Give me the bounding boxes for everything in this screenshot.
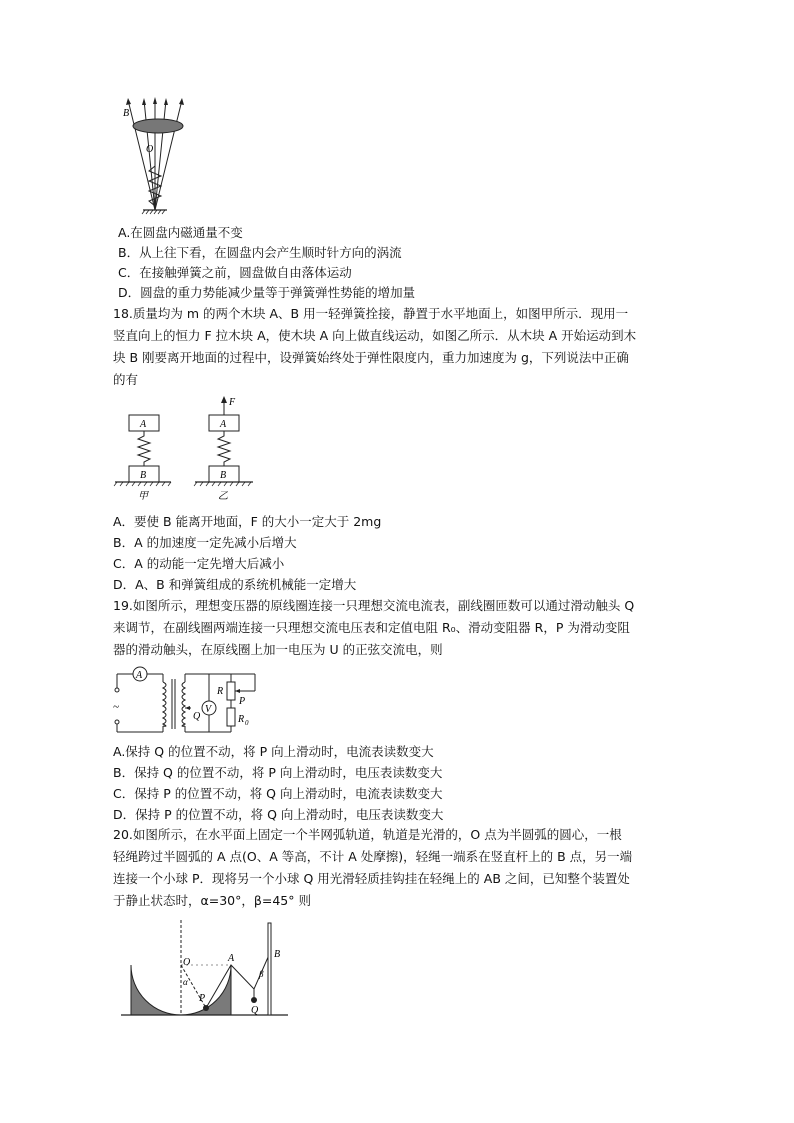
svg-text:B: B <box>274 949 281 960</box>
q20-stem-1: 20.如图所示，在水平面上固定一个半网弧轨道，轨道是光滑的，O 点为半圆弧的圆心，一根 <box>113 827 622 842</box>
resistor-r0 <box>227 708 235 726</box>
q18-stem-3: 块 B 刚要离开地面的过程中，设弹簧始终处于弹性限度内，重力加速度为 g，下列说法中正确 <box>113 350 629 365</box>
svg-text:Q: Q <box>251 1005 259 1016</box>
svg-text:A: A <box>140 419 147 430</box>
q18-option-a: A．要使 B 能离开地面，F 的大小一定大于 2mg <box>113 514 382 529</box>
svg-text:A: A <box>228 953 235 964</box>
svg-text:A: A <box>220 419 227 430</box>
q19-stem-2: 来调节，在副线圈两端连接一只理想交流电压表和定值电阻 R₀、滑动变阻器 R，P 为滑动变阻 <box>113 620 630 635</box>
q18-stem-4: 的有 <box>113 372 139 387</box>
q20-stem-4: 于静止状态时，α=30°，β=45° 则 <box>113 893 311 908</box>
svg-text:P: P <box>239 696 246 707</box>
q17-option-c: C．在接触弹簧之前，圆盘做自由落体运动 <box>118 265 352 280</box>
q18-figure <box>113 395 273 503</box>
q18-option-d: D．A、B 和弹簧组成的系统机械能一定增大 <box>113 577 357 592</box>
svg-text:P: P <box>199 993 206 1004</box>
q19-stem-3: 器的滑动触头，在原线圈上加一电压为 U 的正弦交流电，则 <box>113 642 443 657</box>
q19-stem-1: 19.如图所示，理想变压器的原线圈连接一只理想交流电流表，副线圈匝数可以通过滑动触头 Q <box>113 598 635 613</box>
svg-text:Q: Q <box>193 711 201 722</box>
label-jia: 甲 <box>138 491 148 502</box>
q18-option-c: C．A 的动能一定先增大后减小 <box>113 556 285 571</box>
svg-text:β: β <box>259 969 264 979</box>
label-b: B <box>123 108 130 119</box>
q20-figure <box>113 915 288 1025</box>
svg-text:R: R <box>217 686 224 697</box>
q19-option-a: A.保持 Q 的位置不动，将 P 向上滑动时，电流表读数变大 <box>113 744 434 759</box>
ball-p <box>203 1005 209 1011</box>
q19-option-b: B．保持 Q 的位置不动，将 P 向上滑动时，电压表读数变大 <box>113 765 443 780</box>
svg-text:B: B <box>220 470 227 481</box>
disc <box>133 119 183 133</box>
q17-option-d: D．圆盘的重力势能减少量等于弹簧弹性势能的增加量 <box>118 285 416 300</box>
figure-jia <box>114 415 171 502</box>
svg-text:R: R <box>238 714 245 725</box>
svg-text:A: A <box>136 670 143 681</box>
svg-text:~: ~ <box>113 701 119 713</box>
q19-option-c: C．保持 P 的位置不动，将 Q 向上滑动时，电流表读数变大 <box>113 786 443 801</box>
q18-stem-2: 竖直向上的恒力 F 拉木块 A，使木块 A 向上做直线运动，如图乙所示．从木块 A 开始运动到木 <box>113 328 637 343</box>
svg-text:0: 0 <box>245 719 249 727</box>
q20-stem-3: 连接一个小球 P．现将另一个小球 Q 用光滑轻质挂钩挂在轻绳上的 AB 之间，已知整个装置处 <box>113 871 630 886</box>
svg-text:α: α <box>183 977 188 987</box>
label-yi: 乙 <box>218 491 228 502</box>
svg-text:F: F <box>229 397 236 408</box>
q18-stem-1: 18.质量均为 m 的两个木块 A、B 用一轻弹簧拴接，静置于水平地面上，如图甲所示．现用一 <box>113 306 629 321</box>
q17-figure <box>110 96 205 218</box>
q17-option-b: B．从上往下看，在圆盘内会产生顺时针方向的涡流 <box>118 245 402 260</box>
ball-q <box>251 997 257 1003</box>
q18-option-b: B．A 的加速度一定先减小后增大 <box>113 535 297 550</box>
vertical-pole <box>268 923 271 1015</box>
rheostat-r <box>227 682 235 700</box>
figure-yi <box>194 396 253 502</box>
q19-option-d: D．保持 P 的位置不动，将 Q 向上滑动时，电压表读数变大 <box>113 807 444 822</box>
label-o: O <box>146 144 154 155</box>
q20-stem-2: 轻绳跨过半圆弧的 A 点(O、A 等高，不计 A 处摩擦)，轻绳一端系在竖直杆上的 B 点，另一端 <box>113 849 633 864</box>
q19-figure <box>113 664 273 738</box>
svg-text:B: B <box>140 470 147 481</box>
svg-text:O: O <box>183 957 191 968</box>
q17-option-a: A.在圆盘内磁通量不变 <box>118 225 243 240</box>
svg-text:V: V <box>205 704 212 715</box>
